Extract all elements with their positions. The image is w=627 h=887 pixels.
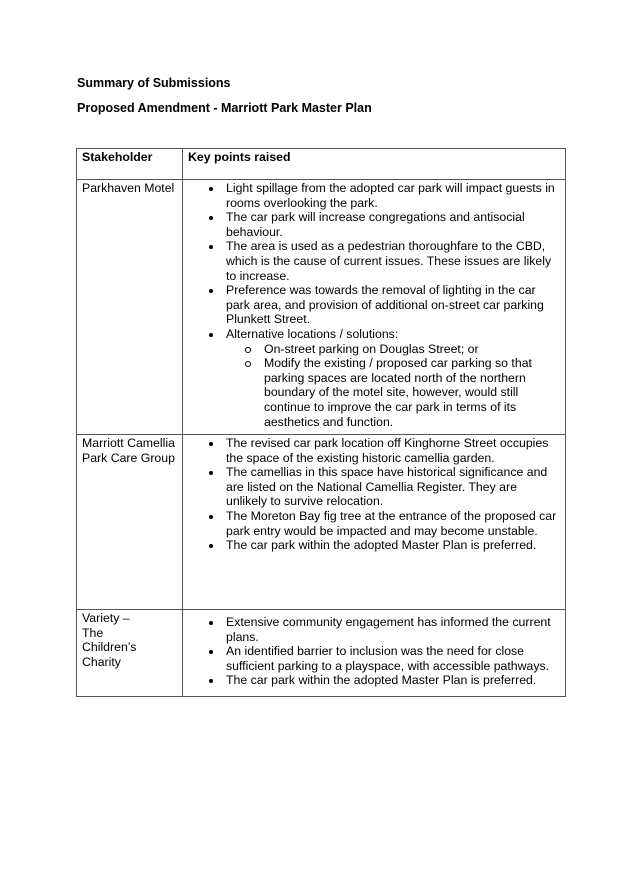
point-text: Alternative locations / solutions: [226,326,399,341]
stakeholder-cell [77,180,183,435]
point-item: Extensive community engagement has informed the current plans. [183,615,565,644]
point-item: The car park will increase congregations and antisocial behaviour. [183,210,565,239]
submissions-table [76,148,566,697]
stakeholder-cell [77,435,183,610]
point-item [183,327,565,429]
table-header-row [77,149,566,180]
table-row [77,435,566,610]
point-item: The camellias in this space have historical significance and are listed on the National Camellia Register. They are unlikely to survive relocation. [183,465,565,509]
table-row [77,180,566,435]
point-item: An identified barrier to inclusion was the need for close sufficient parking to a playspace, with accessible pathways. [183,644,565,673]
point-item: The revised car park location off Kinghorne Street occupies the space of the existing historic camellia garden. [183,436,565,465]
stakeholder-name: Marriott Camellia Park Care Group [82,436,175,465]
table-row [77,610,566,697]
column-header-stakeholder: Stakeholder [77,149,183,180]
points-cell [183,180,566,435]
point-item: The car park within the adopted Master Plan is preferred. [183,673,565,688]
column-header-key-points: Key points raised [183,149,566,180]
points-cell [183,435,566,610]
point-item: The car park within the adopted Master Plan is preferred. [183,538,565,553]
stakeholder-cell [77,610,183,697]
document-subtitle: Proposed Amendment - Marriott Park Master Plan [77,101,372,115]
stakeholder-name: Parkhaven Motel [82,181,175,195]
point-item: The area is used as a pedestrian thoroughfare to the CBD, which is the cause of current issues. These issues are likely to increase. [183,239,565,283]
sub-point-list [226,342,561,430]
point-item: The Moreton Bay fig tree at the entrance of the proposed car park entry would be impacted and may become unstable. [183,509,565,538]
sub-point-item: On-street parking on Douglas Street; or [226,342,561,357]
points-cell [183,610,566,697]
point-item: Preference was towards the removal of lighting in the car park area, and provision of additional on-street car parking Plunkett Street. [183,283,565,327]
sub-point-item: Modify the existing / proposed car parking so that parking spaces are located north of the northern boundary of the motel site, however, would still continue to improve the car park in terms of its aesthetics and function. [226,356,561,429]
document-title: Summary of Submissions [77,76,231,90]
point-item: Light spillage from the adopted car park will impact guests in rooms overlooking the park. [183,181,565,210]
stakeholder-name: Variety – The Children’s Charity [82,611,137,669]
